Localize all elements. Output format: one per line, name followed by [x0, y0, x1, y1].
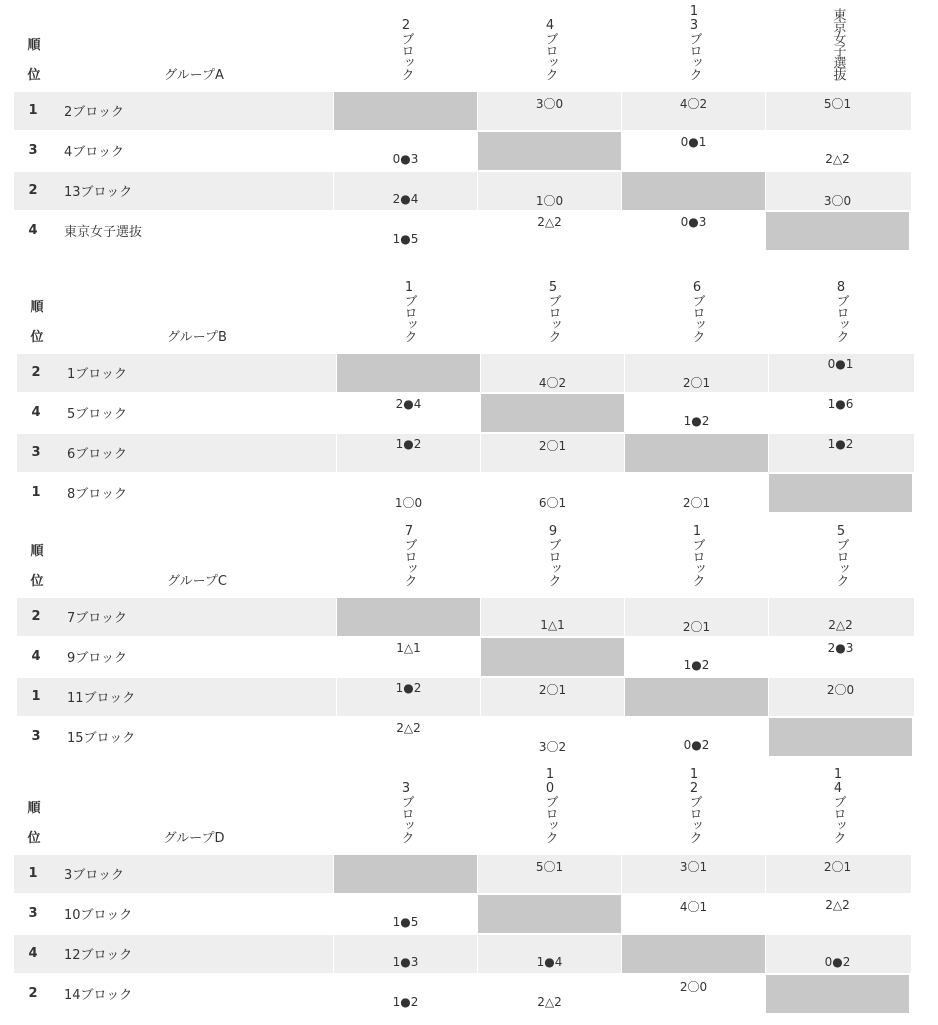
rank-header-bottom: 位 [30, 574, 44, 589]
column-divider [765, 132, 766, 170]
column-divider [624, 678, 625, 716]
result-cell [622, 92, 765, 130]
column-divider [333, 895, 334, 933]
column-header-label: 14ブロック [830, 767, 846, 843]
column-header [766, 763, 910, 843]
column-divider [765, 895, 766, 933]
rank-header-bottom: 位 [27, 831, 41, 846]
self-match-cell [622, 935, 765, 973]
match-score: 1●2 [827, 437, 854, 451]
column-divider [765, 855, 766, 893]
team-name-label: 1ブロック [67, 367, 128, 382]
match-score: 3〇0 [535, 97, 564, 111]
column-divider [480, 434, 481, 472]
column-divider [480, 718, 481, 756]
column-header [481, 506, 625, 586]
column-header [334, 763, 478, 843]
match-score: 5〇1 [823, 97, 852, 111]
team-name [57, 678, 335, 716]
match-score: 2△2 [396, 721, 421, 735]
result-cell [622, 132, 765, 170]
column-divider [336, 354, 337, 392]
result-cell [766, 855, 909, 893]
rank-value: 1 [31, 689, 41, 704]
table-row [14, 172, 911, 210]
column-divider [480, 638, 481, 676]
match-score: 4〇2 [679, 97, 708, 111]
result-cell [481, 354, 624, 392]
column-header [478, 763, 622, 843]
table-header [17, 506, 914, 598]
match-score: 2△2 [825, 152, 850, 166]
self-match-cell [766, 212, 909, 250]
team-name-label: 2ブロック [64, 105, 125, 120]
column-divider [765, 92, 766, 130]
column-divider [336, 394, 337, 432]
self-match-cell [622, 172, 765, 210]
table-row [14, 132, 911, 170]
self-match-cell [625, 434, 768, 472]
group-name: グループC [166, 574, 228, 589]
column-divider [624, 718, 625, 756]
result-cell [766, 935, 909, 973]
match-score: 2〇1 [823, 860, 852, 874]
column-header-label: 10ブロック [542, 767, 558, 843]
result-cell [622, 975, 765, 1013]
result-cell [481, 598, 624, 636]
column-divider [333, 132, 334, 170]
team-name-label: 10ブロック [64, 908, 133, 923]
team-name [54, 975, 332, 1013]
column-divider [621, 92, 622, 130]
column-divider [768, 354, 769, 392]
column-header [622, 763, 766, 843]
result-cell [769, 354, 912, 392]
team-name-label: 4ブロック [64, 145, 125, 160]
match-score: 2●3 [827, 641, 854, 655]
column-header [622, 0, 766, 80]
self-match-cell [481, 638, 624, 676]
group-table [14, 763, 911, 1015]
result-cell [769, 678, 912, 716]
column-divider [765, 212, 766, 250]
result-cell [337, 678, 480, 716]
table-header [17, 262, 914, 354]
rank-value: 3 [28, 143, 38, 158]
result-cell [334, 975, 477, 1013]
match-score: 1△1 [540, 618, 565, 632]
match-score: 2〇0 [679, 980, 708, 994]
match-score: 2●4 [395, 397, 422, 411]
match-score: 1●5 [392, 915, 419, 929]
column-divider [336, 598, 337, 636]
team-name-label: 9ブロック [67, 651, 128, 666]
team-name-label: 5ブロック [67, 407, 128, 422]
rank-value: 2 [31, 609, 41, 624]
result-cell [337, 434, 480, 472]
column-divider [624, 434, 625, 472]
team-name-label: 12ブロック [64, 948, 133, 963]
self-match-cell [478, 132, 621, 170]
match-score: 0●1 [827, 357, 854, 371]
result-cell [766, 172, 909, 210]
match-score: 1●2 [392, 995, 419, 1009]
match-score: 3〇0 [823, 194, 852, 208]
match-score: 2△2 [537, 995, 562, 1009]
match-score: 1●2 [395, 437, 422, 451]
column-divider [624, 354, 625, 392]
column-header [334, 0, 478, 80]
match-score: 0●2 [683, 738, 710, 752]
column-divider [480, 598, 481, 636]
team-name-label: 3ブロック [64, 868, 125, 883]
column-divider [333, 92, 334, 130]
result-cell [766, 132, 909, 170]
group-table [17, 262, 914, 514]
team-name [54, 172, 332, 210]
self-match-cell [337, 354, 480, 392]
column-divider [480, 678, 481, 716]
rank-header-bottom: 位 [27, 68, 41, 83]
team-name [57, 394, 335, 432]
match-score: 4〇1 [679, 900, 708, 914]
column-divider [477, 895, 478, 933]
rank-header-top: 順 [30, 544, 44, 559]
match-score: 2〇0 [826, 683, 855, 697]
match-score: 1△1 [396, 641, 421, 655]
group-name: グループD [163, 831, 225, 846]
result-cell [337, 394, 480, 432]
column-divider [624, 394, 625, 432]
self-match-cell [334, 92, 477, 130]
match-score: 0●1 [680, 135, 707, 149]
rank-header-top: 順 [27, 801, 41, 816]
match-score: 2〇1 [682, 376, 711, 390]
rank-value: 4 [28, 946, 38, 961]
result-cell [334, 212, 477, 250]
self-match-cell [481, 394, 624, 432]
rank-value: 2 [31, 365, 41, 380]
table-row [14, 935, 911, 973]
result-cell [478, 855, 621, 893]
result-cell [766, 895, 909, 933]
column-divider [336, 718, 337, 756]
match-score: 3〇2 [538, 740, 567, 754]
result-cell [622, 855, 765, 893]
match-score: 6〇1 [538, 496, 567, 510]
team-name-label: 13ブロック [64, 185, 133, 200]
result-cell [334, 132, 477, 170]
result-cell [622, 212, 765, 250]
column-divider [477, 212, 478, 250]
match-score: 1●2 [395, 681, 422, 695]
column-header-label: 9ブロック [545, 524, 561, 586]
column-header-label: 5ブロック [545, 280, 561, 342]
column-divider [621, 172, 622, 210]
self-match-cell [334, 855, 477, 893]
column-divider [621, 975, 622, 1013]
group-name: グループA [164, 68, 224, 83]
column-header [478, 0, 622, 80]
column-divider [768, 394, 769, 432]
result-cell [769, 638, 912, 676]
rank-header-top: 順 [30, 300, 44, 315]
team-name [54, 132, 332, 170]
column-header-label: 4ブロック [542, 18, 558, 80]
rank-value: 1 [28, 103, 38, 118]
column-header-label: 東京女子選抜 [830, 8, 846, 80]
rank-value: 1 [28, 866, 38, 881]
match-score: 2〇1 [682, 620, 711, 634]
column-divider [621, 895, 622, 933]
column-divider [765, 172, 766, 210]
result-cell [625, 718, 768, 756]
column-divider [477, 132, 478, 170]
column-header-label: 5ブロック [833, 524, 849, 586]
result-cell [769, 598, 912, 636]
group-name: グループB [167, 330, 227, 345]
match-score: 1●2 [683, 414, 710, 428]
table-row [17, 638, 914, 676]
team-name [54, 92, 332, 130]
result-cell [478, 172, 621, 210]
rank-value: 4 [31, 405, 41, 420]
result-cell [625, 394, 768, 432]
column-divider [477, 855, 478, 893]
table-row [17, 354, 914, 392]
column-divider [621, 855, 622, 893]
rank-value: 2 [28, 183, 38, 198]
match-score: 0●2 [824, 955, 851, 969]
column-divider [768, 638, 769, 676]
team-name [57, 434, 335, 472]
table-header [14, 763, 911, 855]
column-divider [333, 212, 334, 250]
result-cell [337, 638, 480, 676]
result-cell [478, 212, 621, 250]
table-row [14, 975, 911, 1013]
rank-value: 3 [28, 906, 38, 921]
match-score: 0●3 [680, 215, 707, 229]
result-cell [766, 92, 909, 130]
match-score: 5〇1 [535, 860, 564, 874]
team-name [57, 598, 335, 636]
rank-value: 3 [31, 445, 41, 460]
table-row [17, 678, 914, 716]
column-divider [333, 855, 334, 893]
match-score: 2〇1 [538, 439, 567, 453]
column-divider [624, 598, 625, 636]
match-score: 1●3 [392, 955, 419, 969]
column-header [769, 506, 913, 586]
team-name [57, 718, 335, 756]
result-cell [478, 935, 621, 973]
group-table [14, 0, 911, 252]
column-header-label: 12ブロック [686, 767, 702, 843]
table-row [14, 212, 911, 250]
column-header [766, 0, 910, 80]
team-name [54, 935, 332, 973]
column-divider [477, 975, 478, 1013]
rank-value: 4 [28, 223, 38, 238]
column-header [481, 262, 625, 342]
table-row [14, 895, 911, 933]
column-divider [765, 935, 766, 973]
column-header [625, 262, 769, 342]
match-score: 2〇1 [682, 496, 711, 510]
result-cell [481, 434, 624, 472]
column-header-label: 3ブロック [398, 781, 414, 843]
column-header-label: 7ブロック [401, 524, 417, 586]
column-header-label: 13ブロック [686, 4, 702, 80]
result-cell [769, 394, 912, 432]
result-cell [334, 172, 477, 210]
column-divider [768, 678, 769, 716]
column-divider [480, 354, 481, 392]
rank-header-bottom: 位 [30, 330, 44, 345]
table-row [17, 434, 914, 472]
column-divider [477, 172, 478, 210]
table-row [17, 718, 914, 756]
rank-value: 4 [31, 649, 41, 664]
column-divider [333, 172, 334, 210]
column-divider [336, 434, 337, 472]
team-name-label: 11ブロック [67, 691, 136, 706]
team-name [54, 895, 332, 933]
column-header [769, 262, 913, 342]
self-match-cell [769, 718, 912, 756]
result-cell [478, 92, 621, 130]
team-name-label: 7ブロック [67, 611, 128, 626]
team-name [57, 354, 335, 392]
self-match-cell [337, 598, 480, 636]
match-score: 4〇2 [538, 376, 567, 390]
column-divider [621, 212, 622, 250]
table-header [14, 0, 911, 92]
column-header-label: 8ブロック [833, 280, 849, 342]
group-table [17, 506, 914, 758]
match-score: 1〇0 [394, 496, 423, 510]
self-match-cell [478, 895, 621, 933]
column-divider [768, 598, 769, 636]
column-divider [480, 394, 481, 432]
column-divider [477, 92, 478, 130]
match-score: 2△2 [828, 618, 853, 632]
column-divider [624, 638, 625, 676]
match-score: 2△2 [825, 898, 850, 912]
column-header [337, 262, 481, 342]
column-header [625, 506, 769, 586]
match-score: 1●5 [392, 232, 419, 246]
column-header-label: 1ブロック [401, 280, 417, 342]
result-cell [622, 895, 765, 933]
result-cell [334, 935, 477, 973]
column-divider [621, 935, 622, 973]
column-divider [768, 434, 769, 472]
rank-value: 1 [31, 485, 41, 500]
result-cell [769, 434, 912, 472]
table-row [14, 92, 911, 130]
column-divider [477, 935, 478, 973]
result-cell [481, 718, 624, 756]
match-score: 2△2 [537, 215, 562, 229]
column-divider [333, 975, 334, 1013]
match-score: 2〇1 [538, 683, 567, 697]
rank-header-top: 順 [27, 38, 41, 53]
column-divider [768, 718, 769, 756]
match-score: 1●4 [536, 955, 563, 969]
table-row [17, 598, 914, 636]
table-row [14, 855, 911, 893]
team-name-label: 15ブロック [67, 731, 136, 746]
rank-value: 2 [28, 986, 38, 1001]
team-name [54, 855, 332, 893]
team-name-label: 8ブロック [67, 487, 128, 502]
column-header-label: 2ブロック [398, 18, 414, 80]
rank-value: 3 [31, 729, 41, 744]
result-cell [478, 975, 621, 1013]
result-cell [625, 638, 768, 676]
column-divider [621, 132, 622, 170]
team-name [57, 638, 335, 676]
result-cell [481, 678, 624, 716]
match-score: 1●6 [827, 397, 854, 411]
match-score: 1●2 [683, 658, 710, 672]
team-name-label: 東京女子選抜 [64, 225, 143, 240]
result-cell [625, 354, 768, 392]
result-cell [625, 598, 768, 636]
table-row [17, 394, 914, 432]
team-name [54, 212, 332, 250]
match-score: 3〇1 [679, 860, 708, 874]
column-header [337, 506, 481, 586]
column-divider [336, 638, 337, 676]
column-divider [333, 935, 334, 973]
column-header-label: 6ブロック [689, 280, 705, 342]
result-cell [334, 895, 477, 933]
self-match-cell [766, 975, 909, 1013]
team-name-label: 14ブロック [64, 988, 133, 1003]
team-name-label: 6ブロック [67, 447, 128, 462]
match-score: 1〇0 [535, 194, 564, 208]
column-divider [765, 975, 766, 1013]
column-divider [336, 678, 337, 716]
self-match-cell [625, 678, 768, 716]
match-score: 0●3 [392, 152, 419, 166]
match-score: 2●4 [392, 192, 419, 206]
result-cell [337, 718, 480, 756]
column-header-label: 1ブロック [689, 524, 705, 586]
